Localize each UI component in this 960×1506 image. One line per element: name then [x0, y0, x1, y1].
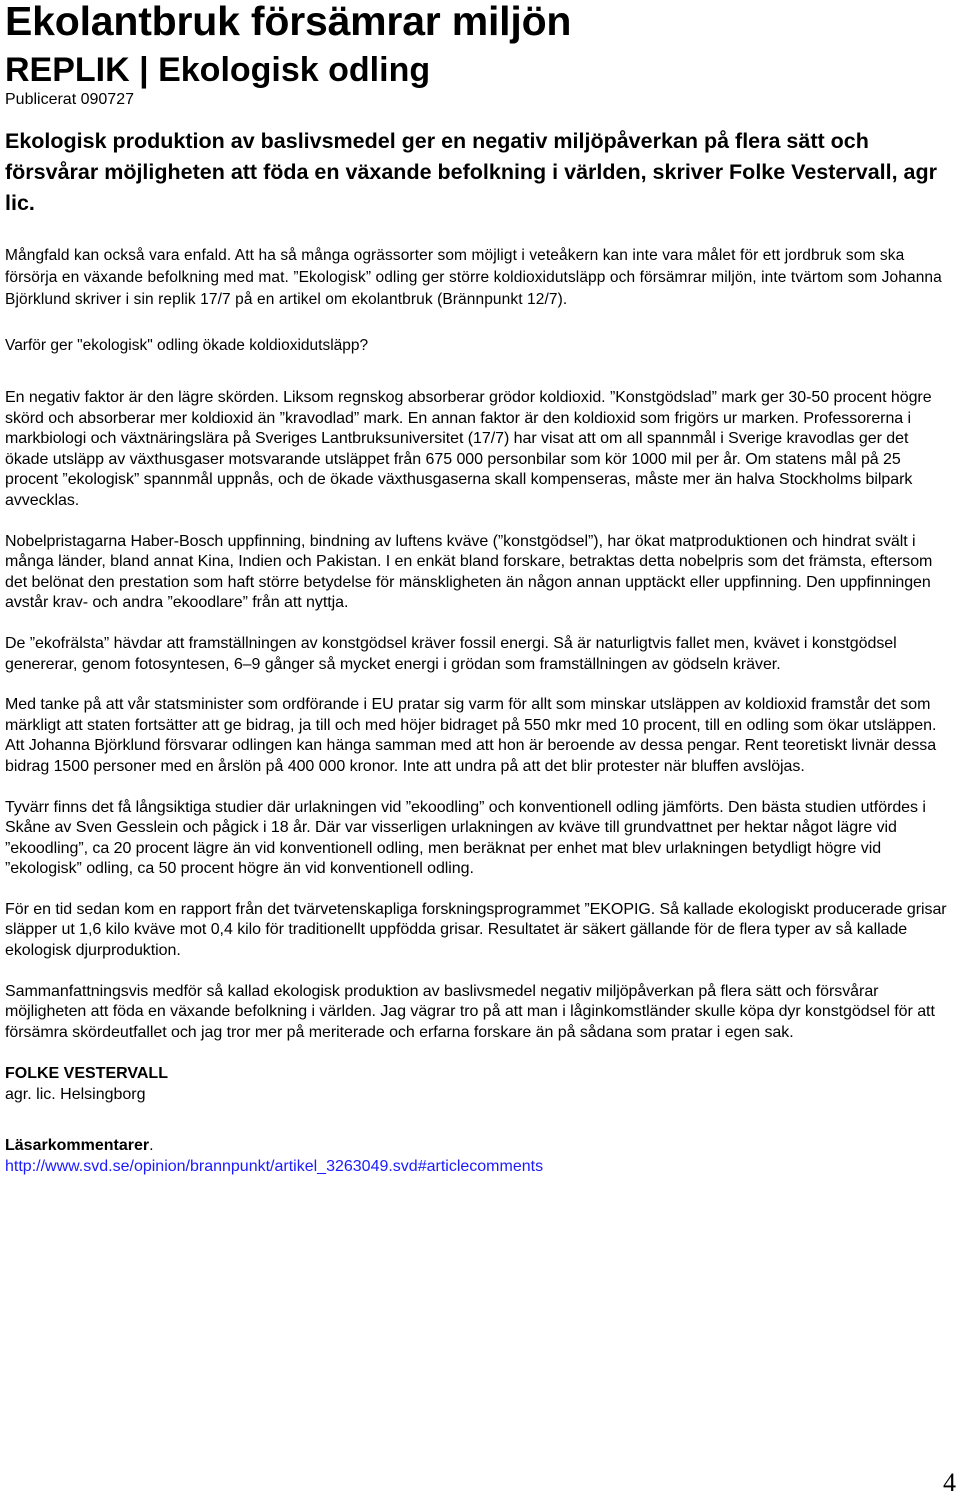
- question-heading: Varför ger "ekologisk" odling ökade koldioxidutsläpp?: [5, 337, 369, 354]
- intro-paragraph: Mångfald kan också vara enfald. Att ha så många ogrässorter som möjligt i veteåkern kan inte vara målet för ett jordbruk som ska försörja en växande befolkning med mat. ”Ekologisk” odling ger större koldioxidutsläpp och försämrar miljön, inte tvärtom som Johanna Björklund skriver i sin replik 17/7 på en artikel om ekolantbruk (Brännpunkt 12/7).: [5, 247, 942, 308]
- author-signature: [5, 1063, 955, 1105]
- body-paragraph: Nobelpristagarna Haber-Bosch uppfinning, bindning av luftens kväve (”konstgödsel”), har ökat matproduktionen och hindrat svält i många länder, bland annat Kina, Indien och Pakistan. I en enkät bland forskare, betraktas detta nobelpris som det främsta, eftersom det belönat den prestation som haft större betydelse för mänskligheten än någon annan upptäckt eller uppfinning. Den uppfinningen avstår krav- och andra ”ekoodlare” från att nyttja.: [5, 532, 933, 612]
- article-page: [5, 0, 955, 1177]
- comments-label: Läsarkommentarer: [5, 1137, 150, 1155]
- comments-label-period: .: [149, 1137, 154, 1155]
- body-paragraph: Sammanfattningsvis medför så kallad ekologisk produktion av baslivsmedel negativ miljöpåverkan på flera sätt och försvårar möjligheten att föda en växande befolkning i världen. Jag vägrar tro på att man i låginkomstländer skulle köpa dyr konstgödsel för att försämra skördeutfallet och jag tror mer på meriterade och erfarna forskare än på sådana som pratar i egen sak.: [5, 982, 935, 1041]
- article-subtitle: REPLIK | Ekologisk odling: [5, 51, 431, 89]
- article-title: Ekolantbruk försämrar miljön: [5, 0, 572, 44]
- body-paragraph: Med tanke på att vår statsminister som ordförande i EU pratar sig varm för allt som minskar utsläppen av koldioxid framstår det som märkligt att staten fortsätter att ge bidrag, ja till och med höjer bidraget på 550 mkr med 10 procent, till en odling som ökar utsläppen. Att Johanna Björklund försvarar odlingen kan hänga samman med att hon är beroende av dessa pengar. Rent teoretiskt livnär dessa bidrag 1500 personer med en årslön på 400 000 kronor. Inte att undra på att det blir protester när bluffen avslöjas.: [5, 696, 937, 775]
- body-paragraph: För en tid sedan kom en rapport från det tvärvetenskapliga forskningsprogrammet ”EKOPIG. Så kallade ekologiskt producerade grisar släpper ut 1,6 kilo kväve mot 0,4 kilo för traditionellt uppfödda grisar. Resultatet är säkert gällande för de flera typer av så kallade ekologisk djurproduktion.: [5, 900, 947, 960]
- author-name: FOLKE VESTERVALL: [5, 1065, 168, 1083]
- body-paragraph: Tyvärr finns det få långsiktiga studier där urlakningen vid ”ekoodling” och konventionell odling jämförts. Den bästa studien utfördes i Skåne av Sven Gesslein och pågick i 18 år. Där var visserligen urlakningen av kväve till grundvattnet per hektar något lägre vid ”ekoodling”, ca 20 procent lägre än vid konventionell odling, men beräknat per enhet mat blev urlakningen betydligt högre vid ”ekologisk” odling, ca 50 procent högre än vid konventionell odling.: [5, 798, 926, 878]
- reader-comments: [5, 1135, 955, 1177]
- body-paragraph: De ”ekofrälsta” hävdar att framställningen av konstgödsel kräver fossil energi. Så är naturligtvis fallet men, kvävet i konstgödsel genererar, genom fotosyntesen, 6–9 gånger så mycket energi i grödan som framställningen av gödseln kräver.: [5, 634, 897, 673]
- author-title: agr. lic. Helsingborg: [5, 1086, 146, 1104]
- article-lead: Ekologisk produktion av baslivsmedel ger en negativ miljöpåverkan på flera sätt och försvårar möjligheten att föda en växande befolkning i världen, skriver Folke Vestervall, agr lic.: [5, 129, 937, 215]
- published-date: Publicerat 090727: [5, 91, 134, 108]
- page-number: 4: [943, 1468, 956, 1497]
- comments-link[interactable]: http://www.svd.se/opinion/brannpunkt/artikel_3263049.svd#articlecomments: [5, 1158, 544, 1176]
- body-paragraph: En negativ faktor är den lägre skörden. Liksom regnskog absorberar grödor koldioxid. ”Konstgödslad” mark ger 30-50 procent högre skörd och absorberar mer koldioxid än ”kravodlad” mark. En annan faktor är den koldioxid som frigörs ur marken. Professorerna i markbiologi och växtnäringslära på Sveriges Lantbruksuniversitet (17/7) har visat att om all spannmål i Sverige kravodlas ger det ökade utsläpp av växthusgaser motsvarande utsläppet från 675 000 personbilar som kör 1000 mil per år. Om statens mål på 25 procent ”ekologisk” spannmål uppnås, och de ökade växthusgaserna skall kompenseras, måste mer än halva Stockholms bilpark avvecklas.: [5, 389, 932, 509]
